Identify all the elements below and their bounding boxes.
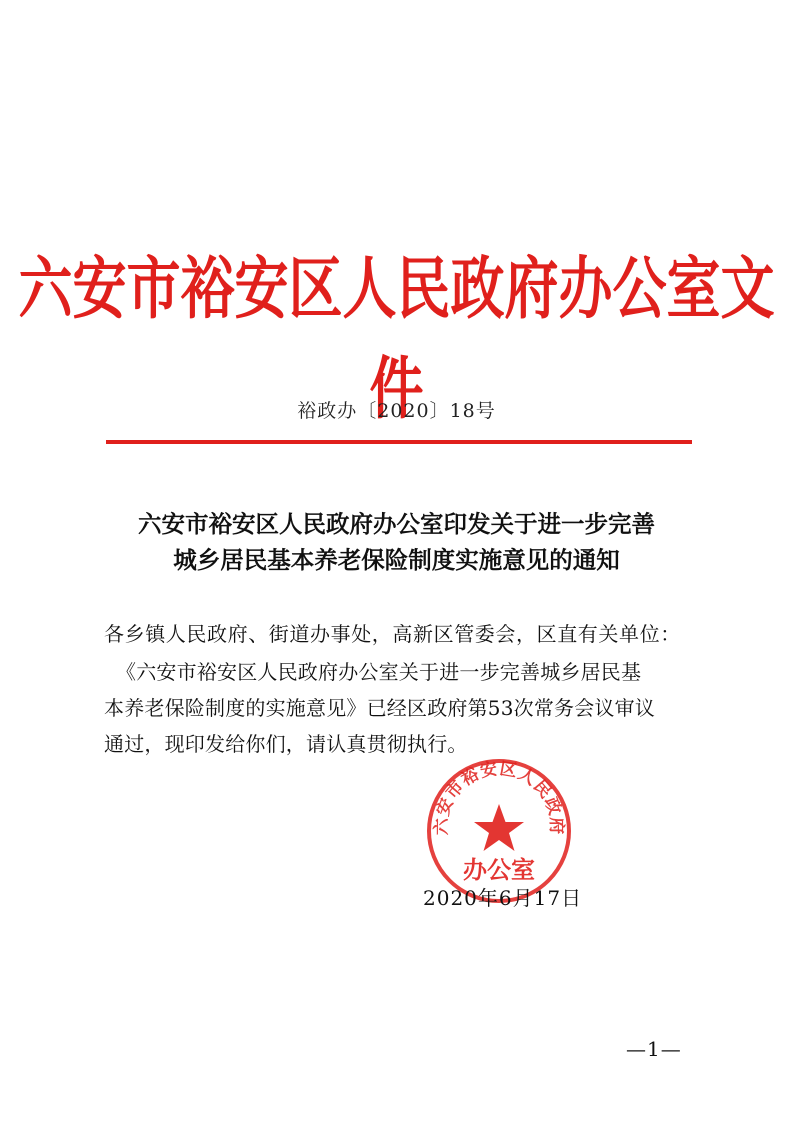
red-separator-line [106, 440, 692, 444]
document-number: 裕政办〔2020〕18号 [297, 400, 496, 422]
body-paragraph [104, 654, 694, 762]
issue-date: 2020年6月17日 [423, 886, 583, 910]
document-title-line-1: 六安市裕安区人民政府办公室印发关于进一步完善 [138, 510, 655, 538]
page-number: —1— [626, 1037, 682, 1061]
document-masthead: 六安市裕安区人民政府办公室文件 [18, 248, 775, 428]
seal-center-text: 办公室 [463, 855, 535, 884]
document-title [80, 506, 713, 578]
seal-arc-text: 六安市裕安区人民政府 [431, 759, 567, 836]
body-line-1: 《六安市裕安区人民政府办公室关于进一步完善城乡居民基 [116, 660, 642, 684]
salutation: 各乡镇人民政府、街道办事处，高新区管委会，区直有关单位： [104, 622, 681, 646]
seal-star-icon [474, 804, 524, 851]
document-title-line-2: 城乡居民基本养老保险制度实施意见的通知 [173, 546, 620, 574]
body-line-2: 本养老保险制度的实施意见》已经区政府第53次常务会议审议 [104, 696, 656, 720]
body-line-3: 通过，现印发给你们，请认真贯彻执行。 [104, 732, 468, 756]
